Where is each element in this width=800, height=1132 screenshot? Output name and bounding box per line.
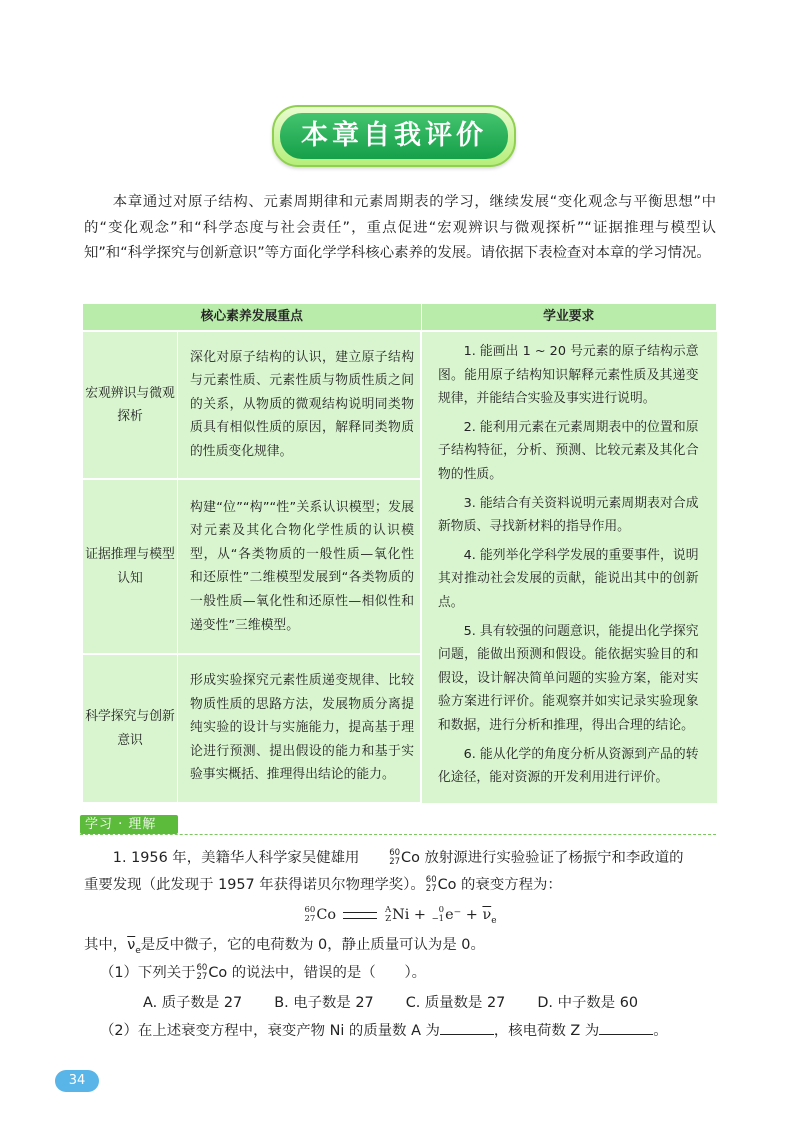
requirement-item: 2. 能利用元素在元素周期表中的位置和原子结构特征，分析、预测、比较元素及其化合物的性质。 [438, 419, 699, 482]
atomic-number: 27 [196, 972, 208, 982]
q1-text: Co 的衰变方程为： [437, 877, 562, 893]
isotope-notation [360, 849, 400, 867]
sub-question-1 [100, 960, 732, 986]
section-badge: 学习 · 理解 [80, 815, 178, 834]
element-symbol: Ni [392, 907, 410, 923]
evaluation-table [83, 304, 717, 804]
option-d[interactable]: D. 中子数是 60 [537, 995, 639, 1011]
q1-text: （1）下列关于 [100, 965, 196, 981]
q1-text: 重要发现（此发现于 1957 年获得诺贝尔物理学奖）。 [84, 877, 425, 893]
isotope-notation [385, 906, 391, 924]
section-divider [80, 834, 716, 836]
requirement-item: 6. 能从化学的角度分析从资源到产品的转化途径，能对资源的开发利用进行评价。 [438, 746, 699, 786]
requirements-cell [421, 331, 717, 803]
q1-text: Co 的说法中，错误的是（ ）。 [208, 965, 427, 981]
row-description: 深化对原子结构的认识，建立原子结构与元素性质、元素性质与物质性质之间的关系，从物质的微观结构说明同类物质具有相似性质的原因，解释同类物质的性质变化规律。 [178, 331, 422, 479]
isotope-notation [304, 906, 315, 924]
element-symbol: Co [316, 907, 336, 923]
q1-text: ，核电荷数 Z 为 [493, 1023, 600, 1039]
q1-text: 1. 1956 年，美籍华人科学家吴健雄用 [112, 850, 360, 866]
atomic-number: 27 [304, 914, 316, 924]
row-name: 科学探究与创新意识 [83, 654, 178, 802]
sub-question-2 [100, 1018, 720, 1044]
option-b[interactable]: B. 电子数是 27 [274, 995, 374, 1011]
q1-text: 。 [653, 1023, 668, 1039]
equation-arrow [343, 912, 377, 919]
chapter-title-banner [272, 105, 516, 167]
atomic-number: Z [385, 914, 392, 924]
antineutrino-symbol: $\overline{\nu}$ [482, 907, 492, 923]
intro-paragraph: 本章通过对原子结构、元素周期律和元素周期表的学习，继续发展“变化观念与平衡思想”中的“变化观念”和“科学态度与社会责任”，重点促进“宏观辨识与微观探析”“证据推理与模型认知”和“科学探究与创新意识”等方面化学学科核心素养的发展。请依据下表检查对本章的学习情况。 [84, 194, 716, 261]
requirement-item: 5. 具有较强的问题意识，能提出化学探究问题，能做出预测和假设。能依据实验目的和假设，设计解决简单问题的实验方案，能对实验方案进行评价。能观察并如实记录实验现象和数据，进行分析和推理，得出合理的结论。 [438, 623, 699, 733]
row-name: 宏观辨识与微观探析 [83, 331, 178, 479]
mass-number: 60 [304, 905, 316, 915]
question-1-line-2 [84, 872, 716, 898]
mass-number: 60 [196, 963, 208, 973]
plus-sign: + [413, 907, 426, 923]
antineutrino-symbol: $\overline{\nu}$ [127, 937, 136, 953]
q1-text: 是反中微子，它的电荷数为 0，静止质量可认为是 0。 [140, 937, 485, 953]
antineutrino-subscript: e [491, 915, 497, 926]
row-name: 证据推理与模型认知 [83, 479, 178, 654]
mass-number: 0 [438, 905, 445, 915]
question-1-line-1 [84, 845, 716, 871]
requirement-item: 3. 能结合有关资料说明元素周期表对合成新物质、寻找新材料的指导作用。 [438, 495, 699, 535]
option-a[interactable]: A. 质子数是 27 [143, 995, 243, 1011]
isotope-notation [197, 964, 208, 982]
isotope-notation [426, 876, 437, 894]
requirement-item: 1. 能画出 1 ~ 20 号元素的原子结构示意图。能用原子结构知识解释元素性质及其递变规律，并能结合实验及事实进行说明。 [438, 344, 699, 407]
answer-options [143, 990, 723, 1016]
requirement-item: 4. 能列举化学科学发展的重要事件，说明其对推动社会发展的贡献，能说出其中的创新点。 [438, 547, 699, 610]
decay-equation [84, 902, 716, 934]
atomic-number: 27 [389, 857, 401, 867]
mass-number: A [385, 905, 392, 915]
antineutrino-subscript: e [135, 945, 141, 956]
mass-number: 60 [389, 848, 401, 858]
isotope-notation [432, 906, 445, 924]
option-c[interactable]: C. 质量数是 27 [405, 995, 506, 1011]
header-core-literacy: 核心素养发展重点 [83, 304, 421, 331]
q1-text: （2）在上述衰变方程中，衰变产物 Ni 的质量数 A 为 [100, 1023, 440, 1039]
page-number: 34 [55, 1070, 99, 1092]
q1-text: Co 放射源进行实验验证了杨振宁和李政道的 [401, 850, 684, 866]
element-symbol: e⁻ [445, 907, 462, 923]
mass-number: 60 [425, 875, 437, 885]
answer-blank-a[interactable] [440, 1022, 494, 1035]
atomic-number: −1 [431, 914, 445, 924]
answer-blank-z[interactable] [599, 1022, 653, 1035]
atomic-number: 27 [425, 884, 437, 894]
chapter-title: 本章自我评价 [280, 113, 508, 159]
header-academic-requirements: 学业要求 [421, 304, 717, 331]
plus-sign: + [465, 907, 478, 923]
row-description: 形成实验探究元素性质递变规律、比较物质性质的思路方法，发展物质分离提纯实验的设计与实施能力，提高基于理论进行预测、提出假设的能力和基于实验事实概括、推理得出结论的能力。 [178, 654, 422, 802]
row-description: 构建“位”“构”“性”关系认识模型；发展对元素及其化合物化学性质的认识模型，从“各类物质的一般性质—氧化性和还原性”二维模型发展到“各类物质的一般性质—氧化性和还原性—相似性和递变性”三维模型。 [178, 479, 422, 654]
q1-text: 其中， [84, 937, 128, 953]
